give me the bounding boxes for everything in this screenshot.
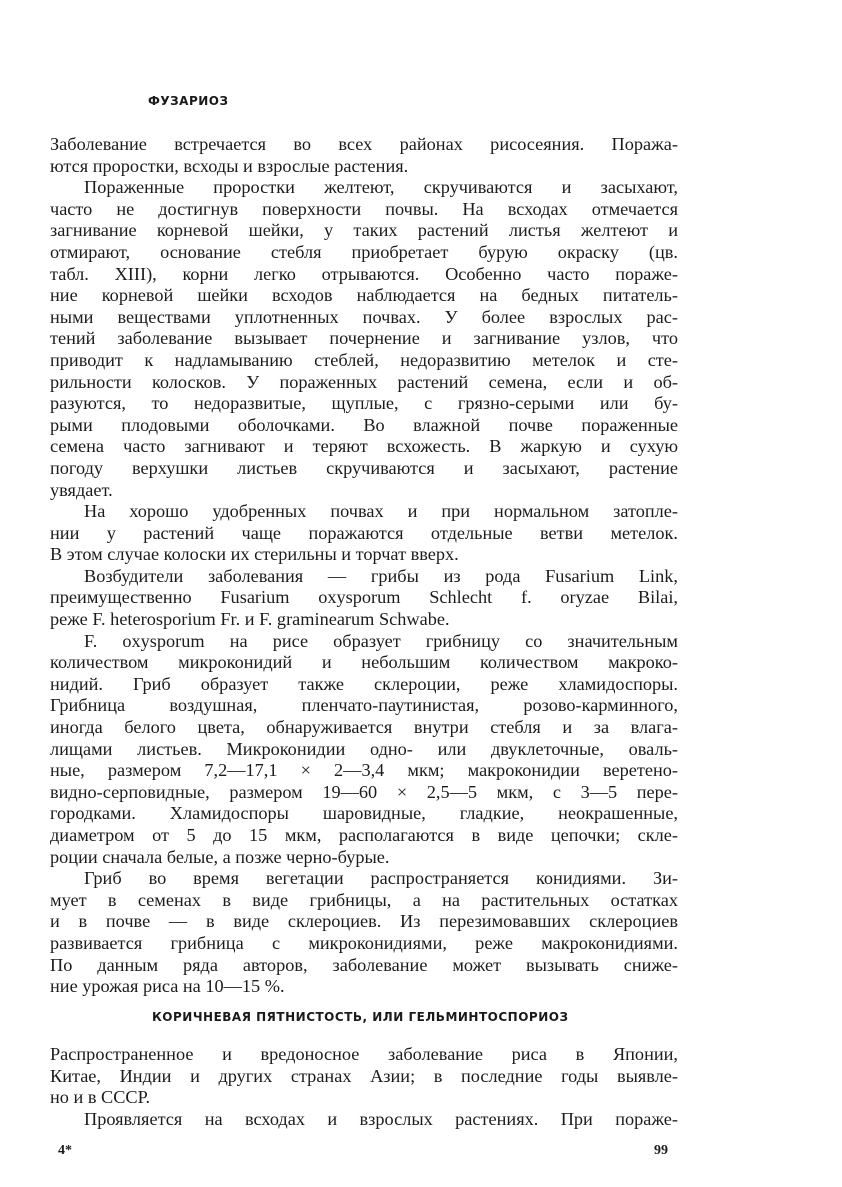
text-line: развивается грибница с микроконидиями, реже макроконидиями. <box>50 932 678 953</box>
text-line: нидий. Гриб образует также склероции, реже хламидоспоры. <box>50 673 678 694</box>
page-number: 99 <box>654 1143 668 1158</box>
text-line: роции сначала белые, а позже черно-бурые. <box>50 846 390 867</box>
text-line: мует в семенах в виде грибницы, а на растительных остатках <box>50 889 678 910</box>
text-line: тений заболевание вызывает почернение и загнивание узлов, что <box>50 328 678 349</box>
text-line: увядает. <box>50 479 113 500</box>
text-line: рильности колосков. У пораженных растений семена, если и об- <box>50 371 678 392</box>
text-line: иногда белого цвета, обнаруживается внутри стебля и за влага- <box>50 717 678 738</box>
text-line: ются проростки, всходы и взрослые растения. <box>50 155 409 176</box>
section-body-fusarium <box>50 134 678 998</box>
signature-mark: 4* <box>58 1143 72 1158</box>
text-line: По данным ряда авторов, заболевание может вызывать сниже- <box>50 954 678 975</box>
text-line: Пораженные проростки желтеют, скручиваются и засыхают, <box>84 177 678 198</box>
text-line: ние урожая риса на 10—15 %. <box>50 976 285 997</box>
text-line: реже F. heterosporium Fr. и F. graminearum Schwabe. <box>50 609 450 630</box>
text-line: но и в СССР. <box>50 1087 151 1108</box>
text-line: видно-серповидные, размером 19—60 × 2,5—5 мкм, с 3—5 пере- <box>50 781 678 802</box>
text-line: F. oxysporum на рисе образует грибницу со значительным <box>84 630 678 651</box>
text-line: Распространенное и вредоносное заболевание риса в Японии, <box>50 1044 678 1064</box>
text-line: ными веществами уплотненных почвах. У более взрослых рас- <box>50 306 678 327</box>
text-line: Китае, Индии и других странах Азии; в последние годы выявле- <box>50 1065 678 1086</box>
text-line: рыми плодовыми оболочками. Во влажной почве пораженные <box>50 414 678 435</box>
text-line: загнивание корневой шейки, у таких растений листья желтеют и <box>50 220 678 241</box>
text-line: преимущественно Fusarium oxysporum Schlecht f. oryzae Bilai, <box>50 587 678 608</box>
text-line: ние корневой шейки всходов наблюдается на бедных питатель- <box>50 285 678 306</box>
text-line: Возбудители заболевания — грибы из рода Fusarium Link, <box>84 565 678 586</box>
section-body-brown-spot <box>50 1044 678 1130</box>
text-line: количеством микроконидий и небольшим количеством макроко- <box>50 652 678 673</box>
text-line: табл. XIII), корни легко отрываются. Особенно часто пораже- <box>50 263 678 284</box>
text-line: Проявляется на всходах и взрослых растениях. При пораже- <box>84 1108 678 1129</box>
text-line: лищами листьев. Микроконидии одно- или двуклеточные, оваль- <box>50 738 678 759</box>
text-line: городками. Хламидоспоры шаровидные, гладкие, неокрашенные, <box>50 803 678 824</box>
text-line: отмирают, основание стебля приобретает бурую окраску (цв. <box>50 241 678 262</box>
section-heading-brown-spot: КОРИЧНЕВАЯ ПЯТНИСТОСТЬ, ИЛИ ГЕЛЬМИНТОСПОРИОЗ <box>152 1010 569 1024</box>
text-line: В этом случае колоски их стерильны и торчат вверх. <box>50 544 459 565</box>
text-line: На хорошо удобренных почвах и при нормальном затопле- <box>84 501 678 522</box>
text-line: ные, размером 7,2—17,1 × 2—3,4 мкм; макроконидии веретено- <box>50 760 678 781</box>
text-line: погоду верхушки листьев скручиваются и засыхают, растение <box>50 457 678 478</box>
text-line: Грибница воздушная, пленчато-паутинистая, розово-карминного, <box>50 695 678 716</box>
text-line: приводит к надламыванию стеблей, недоразвитию метелок и сте- <box>50 349 678 370</box>
text-line: часто не достигнув поверхности почвы. На всходах отмечается <box>50 198 678 219</box>
text-line: диаметром от 5 до 15 мкм, располагаются в виде цепочки; скле- <box>50 825 678 845</box>
text-line: семена часто загнивают и теряют всхожесть. В жаркую и сухую <box>50 436 678 457</box>
text-line: нии у растений чаще поражаются отдельные ветви метелок. <box>50 522 678 543</box>
text-line: Гриб во время вегетации распространяется конидиями. Зи- <box>84 868 678 889</box>
text-line: Заболевание встречается во всех районах рисосеяния. Поража- <box>50 134 678 154</box>
text-line: разуются, то недоразвитые, щуплые, с грязно-серыми или бу- <box>50 393 678 414</box>
text-line: и в почве — в виде склероциев. Из перезимовавших склероциев <box>50 911 678 932</box>
section-heading-fusarium: ФУЗАРИОЗ <box>148 94 229 108</box>
